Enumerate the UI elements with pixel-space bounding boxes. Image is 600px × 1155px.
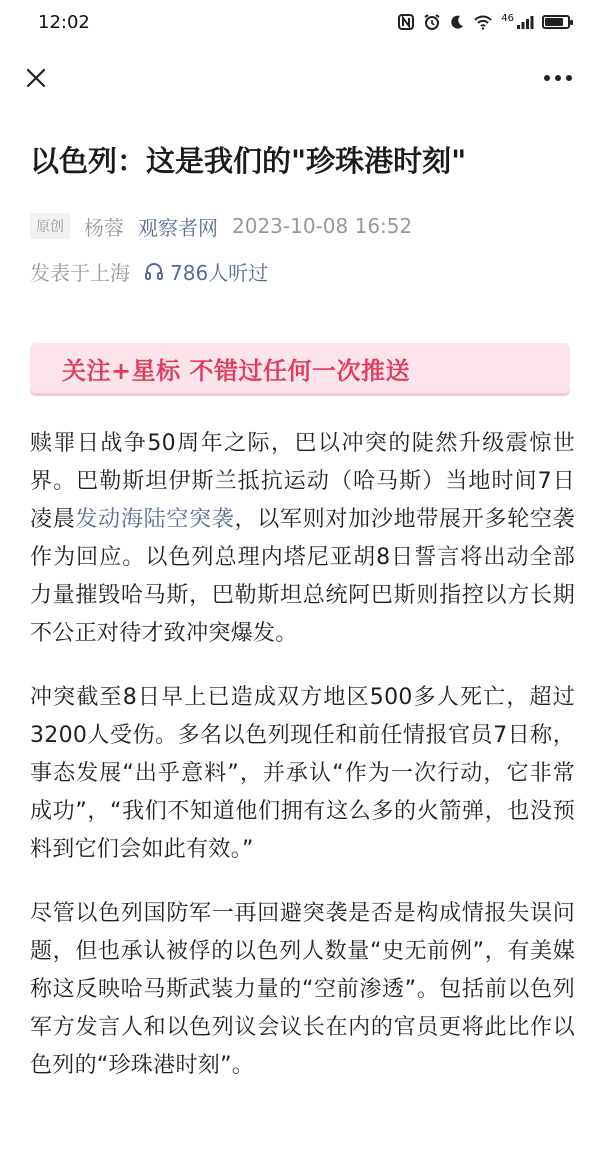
- paragraph-1-after: ，以军则对加沙地带展开多轮空袭作为回应。以色列总理内塔尼亚胡8日誓言将出动全部力量摧毁哈马斯，巴勒斯坦总统阿巴斯则指控以方长期不公正对待才致冲突爆发。: [30, 507, 575, 646]
- nav-bar: [0, 48, 600, 108]
- battery-icon: [542, 15, 570, 29]
- nfc-icon: [397, 13, 415, 31]
- moon-icon: [449, 14, 465, 30]
- listen-button[interactable]: [144, 257, 268, 286]
- account-name-link[interactable]: 观察者网: [138, 215, 218, 240]
- article-title: 以色列：这是我们的"珍珠港时刻": [30, 144, 467, 178]
- alarm-icon: [423, 13, 441, 31]
- article-meta-secondary: [30, 255, 268, 287]
- author-name[interactable]: 杨蓉: [84, 215, 124, 240]
- article-body: [30, 425, 575, 1111]
- headphones-icon: [144, 261, 164, 281]
- follow-promo-banner[interactable]: [30, 343, 570, 393]
- more-button[interactable]: [540, 60, 576, 96]
- signal-icon: [516, 14, 534, 30]
- promo-text: 关注+星标 不错过任何一次推送: [62, 356, 410, 385]
- publish-datetime: 2023-10-08 16:52: [232, 214, 413, 238]
- paragraph-3: 尽管以色列国防军一再回避突袭是否是构成情报失误问题，但也承认被俘的以色列人数量“史无前例”，有美媒称这反映哈马斯武装力量的“空前渗透”。包括前以色列军方发言人和以色列议会议长在内的官员更将此比作以色列的“珍珠港时刻”。: [30, 901, 575, 1078]
- close-icon: [24, 66, 48, 90]
- status-bar: [0, 0, 600, 44]
- paragraph-1-before: 赎罪日战争50周年之际，巴以冲突的陡然升级震惊世界。巴勒斯坦伊斯兰抵抗运动（哈马斯）当地时间7日凌晨: [30, 431, 575, 532]
- status-icons: [397, 13, 570, 31]
- article-meta: [30, 210, 412, 242]
- original-badge: 原创: [30, 213, 70, 239]
- paragraph-2: 冲突截至8日早上已造成双方地区500多人死亡，超过3200人受伤。多名以色列现任和前任情报官员7日称，事态发展“出乎意料”，并承认“作为一次行动，它非常成功”，“我们不知道他们拥有这么多的火箭弹，也没预料到它们会如此有效。”: [30, 685, 575, 862]
- wifi-icon: [473, 14, 493, 30]
- close-button[interactable]: [18, 60, 54, 96]
- publish-location: 发表于上海: [30, 260, 130, 285]
- paragraph-1: [30, 425, 575, 653]
- listen-count: 786人听过: [170, 260, 269, 285]
- network-label: 46: [501, 12, 514, 24]
- battery-fill: [545, 18, 563, 26]
- more-icon: [543, 74, 573, 82]
- status-time: 12:02: [38, 11, 90, 33]
- inline-link[interactable]: 发动海陆空突袭: [75, 507, 235, 532]
